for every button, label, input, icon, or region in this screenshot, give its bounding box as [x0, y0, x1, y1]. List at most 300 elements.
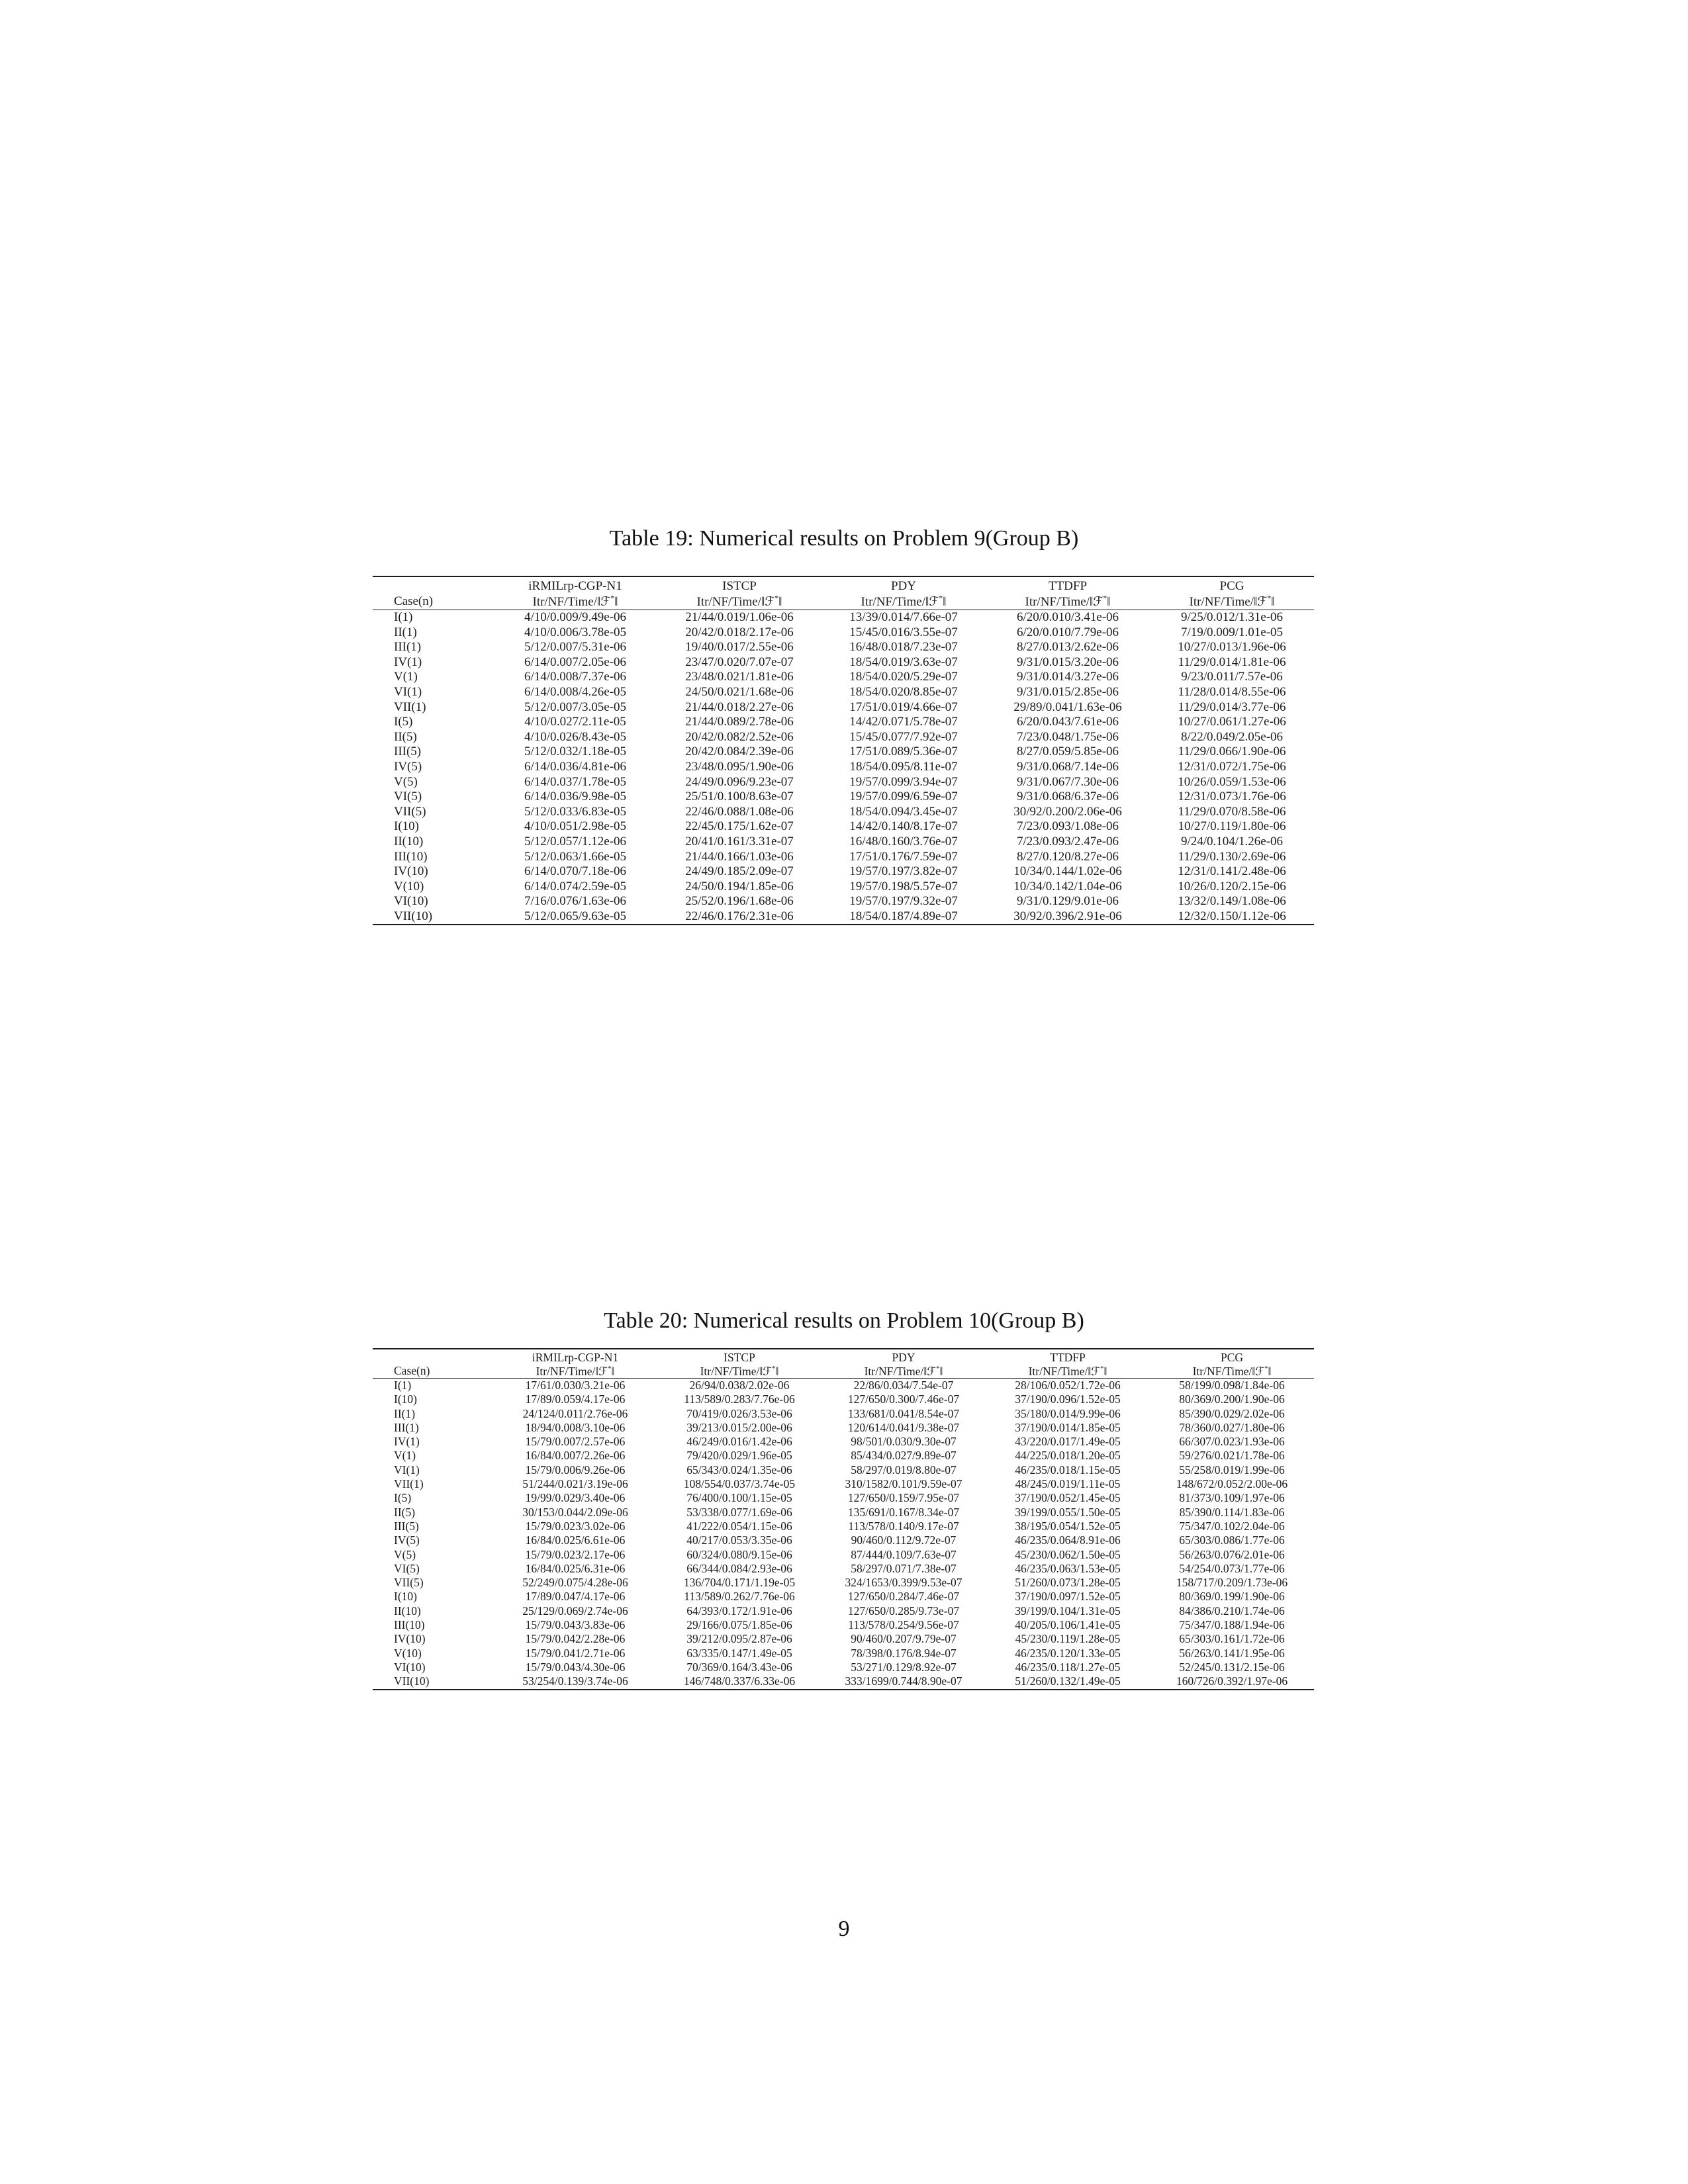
result-cell: 10/27/0.119/1.80e-06 [1178, 819, 1286, 834]
result-cell: 10/26/0.120/2.15e-06 [1178, 879, 1286, 893]
result-cell: 24/50/0.021/1.68e-06 [685, 684, 794, 699]
result-cell: 6/20/0.010/7.79e-06 [1016, 625, 1119, 639]
result-cell: 7/23/0.048/1.75e-06 [1016, 729, 1119, 744]
result-cell: 65/303/0.161/1.72e-06 [1179, 1632, 1285, 1646]
metric-suffix: ‖ [611, 1365, 615, 1378]
result-cell: 37/190/0.014/1.85e-05 [1015, 1420, 1121, 1434]
metric-prefix: Itr/NF/Time/‖ℱ [1192, 1365, 1265, 1378]
result-cell: 18/54/0.095/8.11e-07 [849, 759, 958, 774]
result-cell: 45/230/0.062/1.50e-05 [1015, 1547, 1121, 1561]
table-row [373, 864, 1314, 880]
table-row [373, 1421, 1314, 1435]
result-cell: 19/57/0.099/6.59e-07 [849, 790, 958, 804]
result-cell: 16/48/0.160/3.76e-07 [849, 834, 958, 848]
table-row [373, 1647, 1314, 1661]
case-cell: VII(1) [394, 700, 426, 714]
result-cell: 20/42/0.084/2.39e-06 [685, 745, 794, 759]
case-cell: V(10) [394, 879, 424, 893]
result-cell: 48/245/0.019/1.11e-05 [1015, 1477, 1121, 1491]
result-cell: 10/26/0.059/1.53e-06 [1178, 774, 1286, 789]
table20-container [373, 1348, 1314, 1690]
table19 [373, 576, 1314, 925]
result-cell: 46/235/0.120/1.33e-05 [1015, 1646, 1121, 1660]
case-cell: I(1) [394, 610, 413, 624]
table19-caption: Table 19: Numerical results on Problem 9(Group B) [609, 526, 1079, 551]
result-cell: 15/79/0.023/2.17e-06 [525, 1547, 626, 1561]
result-cell: 15/79/0.041/2.71e-06 [525, 1646, 626, 1660]
result-cell: 18/54/0.019/3.63e-07 [849, 655, 958, 669]
metric-star: * [936, 1365, 940, 1373]
table-row [373, 1506, 1314, 1520]
result-cell: 24/49/0.185/2.09e-07 [685, 864, 794, 879]
case-cell: V(10) [394, 1646, 422, 1660]
case-cell: II(5) [394, 729, 417, 744]
result-cell: 54/254/0.073/1.77e-06 [1179, 1561, 1285, 1575]
result-cell: 10/34/0.144/1.02e-06 [1013, 864, 1122, 879]
result-cell: 6/14/0.008/4.26e-05 [524, 684, 627, 699]
case-cell: I(10) [394, 1590, 417, 1604]
result-cell: 16/84/0.025/6.31e-06 [525, 1561, 626, 1575]
result-cell: 51/260/0.073/1.28e-05 [1015, 1576, 1121, 1590]
result-cell: 9/31/0.014/3.27e-06 [1016, 670, 1119, 684]
result-cell: 22/46/0.088/1.08e-06 [685, 804, 794, 819]
case-cell: VI(1) [394, 1463, 420, 1477]
table-row [373, 1533, 1314, 1547]
case-cell: I(1) [394, 1379, 412, 1392]
result-cell: 6/20/0.043/7.61e-06 [1016, 715, 1119, 729]
result-cell: 66/344/0.084/2.93e-06 [686, 1561, 792, 1575]
result-cell: 12/32/0.150/1.12e-06 [1178, 909, 1286, 923]
result-cell: 133/681/0.041/8.54e-07 [847, 1406, 960, 1420]
result-cell: 56/263/0.141/1.95e-06 [1179, 1646, 1285, 1660]
result-cell: 7/19/0.009/1.01e-05 [1180, 625, 1284, 639]
result-cell: 127/650/0.159/7.95e-07 [847, 1491, 960, 1505]
table19-method-header: PDY [890, 579, 916, 593]
result-cell: 87/444/0.109/7.63e-07 [851, 1547, 957, 1561]
result-cell: 5/12/0.057/1.12e-06 [524, 834, 627, 848]
case-cell: VI(5) [394, 790, 422, 804]
metric-star: * [1264, 1365, 1268, 1373]
table-row [373, 1477, 1314, 1491]
metric-prefix: Itr/NF/Time/‖ℱ [1189, 595, 1268, 609]
result-cell: 108/554/0.037/3.74e-05 [683, 1477, 796, 1491]
result-cell: 46/235/0.018/1.15e-05 [1015, 1463, 1121, 1477]
result-cell: 41/222/0.054/1.15e-06 [686, 1519, 792, 1533]
table-row [373, 610, 1314, 625]
result-cell: 40/217/0.053/3.35e-06 [686, 1533, 792, 1547]
result-cell: 9/31/0.015/3.20e-06 [1016, 655, 1119, 669]
table-row [373, 835, 1314, 850]
result-cell: 8/27/0.059/5.85e-06 [1016, 745, 1119, 759]
result-cell: 45/230/0.119/1.28e-05 [1015, 1632, 1121, 1646]
metric-suffix: ‖ [1268, 1365, 1272, 1378]
result-cell: 24/49/0.096/9.23e-07 [685, 774, 794, 789]
metric-prefix: Itr/NF/Time/‖ℱ [1025, 595, 1103, 609]
result-cell: 22/86/0.034/7.54e-07 [853, 1379, 954, 1392]
metric-star: * [772, 1365, 776, 1373]
table-row [373, 1392, 1314, 1406]
case-cell: III(1) [394, 1420, 419, 1434]
result-cell: 53/254/0.139/3.74e-06 [522, 1674, 628, 1688]
table19-method-header: TTDFP [1048, 579, 1088, 593]
table-row [373, 894, 1314, 909]
case-cell: IV(5) [394, 759, 422, 774]
table19-method-header: ISTCP [722, 579, 757, 593]
result-cell: 333/1699/0.744/8.90e-07 [845, 1674, 962, 1688]
result-cell: 6/14/0.036/9.98e-05 [524, 790, 627, 804]
result-cell: 16/48/0.018/7.23e-07 [849, 640, 958, 655]
table20-metric-header [657, 1365, 821, 1379]
result-cell: 35/180/0.014/9.99e-06 [1015, 1406, 1121, 1420]
table-row [373, 1618, 1314, 1632]
result-cell: 51/244/0.021/3.19e-06 [522, 1477, 628, 1491]
metric-suffix: ‖ [1107, 595, 1111, 609]
table20-case-header: Case(n) [394, 1364, 430, 1377]
result-cell: 19/57/0.197/3.82e-07 [849, 864, 958, 879]
result-cell: 148/672/0.052/2.00e-06 [1176, 1477, 1288, 1491]
table-row [373, 1491, 1314, 1505]
result-cell: 15/79/0.007/2.57e-06 [525, 1435, 626, 1449]
result-cell: 11/29/0.014/1.81e-06 [1178, 655, 1286, 669]
metric-star: * [774, 594, 779, 603]
result-cell: 7/23/0.093/1.08e-06 [1016, 819, 1119, 834]
result-cell: 46/235/0.064/8.91e-06 [1015, 1533, 1121, 1547]
result-cell: 8/22/0.049/2.05e-06 [1180, 729, 1284, 744]
result-cell: 19/99/0.029/3.40e-06 [525, 1491, 626, 1505]
result-cell: 39/212/0.095/2.87e-06 [686, 1632, 792, 1646]
result-cell: 15/79/0.043/4.30e-06 [525, 1660, 626, 1674]
result-cell: 30/92/0.200/2.06e-06 [1013, 804, 1122, 819]
case-cell: V(5) [394, 1547, 416, 1561]
result-cell: 25/52/0.196/1.68e-06 [685, 894, 794, 909]
table-row [373, 1632, 1314, 1646]
result-cell: 53/271/0.129/8.92e-07 [851, 1660, 957, 1674]
result-cell: 6/14/0.008/7.37e-06 [524, 670, 627, 684]
case-cell: I(10) [394, 819, 419, 834]
result-cell: 14/42/0.071/5.78e-07 [849, 715, 958, 729]
result-cell: 29/89/0.041/1.63e-06 [1013, 700, 1122, 714]
result-cell: 46/249/0.016/1.42e-06 [686, 1435, 792, 1449]
table19-metric-header [493, 594, 657, 610]
result-cell: 11/29/0.014/3.77e-06 [1178, 700, 1286, 714]
result-cell: 64/393/0.172/1.91e-06 [686, 1604, 792, 1617]
result-cell: 6/14/0.007/2.05e-06 [524, 655, 627, 669]
result-cell: 20/42/0.018/2.17e-06 [685, 625, 794, 639]
result-cell: 19/57/0.099/3.94e-07 [849, 774, 958, 789]
table-row [373, 819, 1314, 835]
metric-suffix: ‖ [775, 1365, 779, 1378]
table19-metric-header [821, 594, 986, 610]
result-cell: 46/235/0.063/1.53e-05 [1015, 1561, 1121, 1575]
table-row [373, 760, 1314, 775]
result-cell: 5/12/0.033/6.83e-05 [524, 804, 627, 819]
result-cell: 55/258/0.019/1.99e-06 [1179, 1463, 1285, 1477]
result-cell: 127/650/0.284/7.46e-07 [847, 1590, 960, 1604]
case-cell: VI(1) [394, 684, 422, 699]
result-cell: 60/324/0.080/9.15e-06 [686, 1547, 792, 1561]
table20-caption: Table 20: Numerical results on Problem 10(Group B) [604, 1308, 1084, 1333]
result-cell: 9/31/0.067/7.30e-06 [1016, 774, 1119, 789]
result-cell: 75/347/0.188/1.94e-06 [1179, 1618, 1285, 1632]
result-cell: 12/31/0.072/1.75e-06 [1178, 759, 1286, 774]
table19-metric-header [1150, 594, 1314, 610]
case-cell: III(5) [394, 1519, 419, 1533]
result-cell: 19/57/0.198/5.57e-07 [849, 879, 958, 893]
result-cell: 58/199/0.098/1.84e-06 [1179, 1379, 1285, 1392]
result-cell: 17/89/0.047/4.17e-06 [525, 1590, 626, 1604]
metric-prefix: Itr/NF/Time/‖ℱ [861, 595, 939, 609]
result-cell: 113/578/0.254/9.56e-07 [848, 1618, 959, 1632]
metric-prefix: Itr/NF/Time/‖ℱ [696, 595, 775, 609]
case-cell: I(10) [394, 1392, 417, 1406]
result-cell: 29/166/0.075/1.85e-06 [686, 1618, 792, 1632]
result-cell: 70/369/0.164/3.43e-06 [686, 1660, 792, 1674]
result-cell: 37/190/0.052/1.45e-05 [1015, 1491, 1121, 1505]
case-cell: V(5) [394, 774, 418, 789]
result-cell: 53/338/0.077/1.69e-06 [686, 1505, 792, 1519]
table-row [373, 745, 1314, 760]
case-cell: II(10) [394, 1604, 421, 1617]
table-row [373, 655, 1314, 670]
metric-suffix: ‖ [943, 595, 947, 609]
result-cell: 17/89/0.059/4.17e-06 [525, 1392, 626, 1406]
table-row [373, 625, 1314, 641]
table20-metric-header [1150, 1365, 1314, 1379]
result-cell: 22/46/0.176/2.31e-06 [685, 909, 794, 923]
result-cell: 19/57/0.197/9.32e-07 [849, 894, 958, 909]
case-cell: IV(10) [394, 1632, 426, 1646]
table-row [373, 1407, 1314, 1421]
result-cell: 13/32/0.149/1.08e-06 [1178, 894, 1286, 909]
result-cell: 39/199/0.104/1.31e-05 [1015, 1604, 1121, 1617]
result-cell: 21/44/0.019/1.06e-06 [685, 610, 794, 624]
result-cell: 66/307/0.023/1.93e-06 [1179, 1435, 1285, 1449]
result-cell: 16/84/0.025/6.61e-06 [525, 1533, 626, 1547]
result-cell: 59/276/0.021/1.78e-06 [1179, 1449, 1285, 1463]
result-cell: 76/400/0.100/1.15e-05 [686, 1491, 792, 1505]
result-cell: 78/398/0.176/8.94e-07 [851, 1646, 957, 1660]
table-row [373, 1562, 1314, 1576]
result-cell: 11/29/0.130/2.69e-06 [1178, 849, 1286, 864]
case-cell: III(5) [394, 745, 422, 759]
result-cell: 136/704/0.171/1.19e-05 [683, 1576, 796, 1590]
table20 [373, 1348, 1314, 1690]
metric-star: * [1100, 1365, 1104, 1373]
result-cell: 26/94/0.038/2.02e-06 [689, 1379, 790, 1392]
result-cell: 51/260/0.132/1.49e-05 [1015, 1674, 1121, 1688]
result-cell: 113/578/0.140/9.17e-07 [848, 1519, 959, 1533]
result-cell: 15/45/0.016/3.55e-07 [849, 625, 958, 639]
result-cell: 4/10/0.027/2.11e-05 [524, 715, 626, 729]
result-cell: 11/29/0.066/1.90e-06 [1178, 745, 1286, 759]
page-number: 9 [838, 1917, 850, 1941]
result-cell: 15/79/0.043/3.83e-06 [525, 1618, 626, 1632]
result-cell: 85/390/0.029/2.02e-06 [1179, 1406, 1285, 1420]
result-cell: 39/213/0.015/2.00e-06 [686, 1420, 792, 1434]
result-cell: 9/23/0.011/7.57e-06 [1181, 670, 1283, 684]
result-cell: 15/79/0.006/9.26e-06 [525, 1463, 626, 1477]
result-cell: 23/48/0.095/1.90e-06 [685, 759, 794, 774]
table20-method-header: iRMILrp-CGP-N1 [532, 1351, 619, 1364]
result-cell: 127/650/0.285/9.73e-07 [847, 1604, 960, 1617]
result-cell: 8/27/0.013/2.62e-06 [1016, 640, 1119, 655]
result-cell: 80/369/0.199/1.90e-06 [1179, 1590, 1285, 1604]
result-cell: 18/54/0.020/5.29e-07 [849, 670, 958, 684]
result-cell: 15/45/0.077/7.92e-07 [849, 729, 958, 744]
result-cell: 85/434/0.027/9.89e-07 [851, 1449, 957, 1463]
result-cell: 24/124/0.011/2.76e-06 [522, 1406, 628, 1420]
result-cell: 12/31/0.073/1.76e-06 [1178, 790, 1286, 804]
result-cell: 4/10/0.006/3.78e-05 [524, 625, 627, 639]
table20-method-header: PCG [1220, 1351, 1244, 1364]
case-cell: V(1) [394, 670, 418, 684]
table-row [373, 1674, 1314, 1689]
result-cell: 18/94/0.008/3.10e-06 [525, 1420, 626, 1434]
table-row [373, 1463, 1314, 1477]
result-cell: 11/29/0.070/8.58e-06 [1178, 804, 1286, 819]
table19-metric-header [986, 594, 1150, 610]
result-cell: 63/335/0.147/1.49e-05 [686, 1646, 792, 1660]
case-cell: II(1) [394, 625, 417, 639]
case-cell: I(5) [394, 715, 413, 729]
result-cell: 12/31/0.141/2.48e-06 [1178, 864, 1286, 879]
table20-metric-header [493, 1365, 657, 1379]
result-cell: 18/54/0.187/4.89e-07 [849, 909, 958, 923]
table-row [373, 1576, 1314, 1590]
result-cell: 158/717/0.209/1.73e-06 [1176, 1576, 1288, 1590]
result-cell: 43/220/0.017/1.49e-05 [1015, 1435, 1121, 1449]
result-cell: 113/589/0.262/7.76e-06 [684, 1590, 795, 1604]
result-cell: 9/31/0.068/7.14e-06 [1016, 759, 1119, 774]
case-cell: IV(5) [394, 1533, 420, 1547]
result-cell: 9/31/0.068/6.37e-06 [1016, 790, 1119, 804]
result-cell: 146/748/0.337/6.33e-06 [683, 1674, 796, 1688]
case-cell: IV(1) [394, 1435, 420, 1449]
result-cell: 21/44/0.089/2.78e-06 [685, 715, 794, 729]
result-cell: 37/190/0.096/1.52e-05 [1015, 1392, 1121, 1406]
table19-metric-header [657, 594, 821, 610]
table-row [373, 1449, 1314, 1463]
result-cell: 6/20/0.010/3.41e-06 [1016, 610, 1119, 624]
result-cell: 160/726/0.392/1.97e-06 [1176, 1674, 1288, 1688]
result-cell: 90/460/0.112/9.72e-07 [851, 1533, 957, 1547]
table20-metric-header [821, 1365, 986, 1379]
result-cell: 6/14/0.036/4.81e-06 [524, 759, 627, 774]
result-cell: 85/390/0.114/1.83e-06 [1179, 1505, 1285, 1519]
table-row [373, 700, 1314, 715]
result-cell: 23/48/0.021/1.81e-06 [685, 670, 794, 684]
metric-star: * [610, 594, 615, 603]
case-cell: II(5) [394, 1505, 416, 1519]
result-cell: 98/501/0.030/9.30e-07 [851, 1435, 957, 1449]
table-row [373, 909, 1314, 925]
table-row [373, 1520, 1314, 1533]
table19-container [373, 576, 1314, 925]
result-cell: 28/106/0.052/1.72e-06 [1015, 1379, 1121, 1392]
result-cell: 17/51/0.019/4.66e-07 [849, 700, 958, 714]
result-cell: 113/589/0.283/7.76e-06 [684, 1392, 795, 1406]
result-cell: 15/79/0.023/3.02e-06 [525, 1519, 626, 1533]
result-cell: 80/369/0.200/1.90e-06 [1179, 1392, 1285, 1406]
result-cell: 20/41/0.161/3.31e-07 [685, 834, 794, 848]
result-cell: 25/51/0.100/8.63e-07 [685, 790, 794, 804]
result-cell: 5/12/0.007/3.05e-05 [524, 700, 627, 714]
table-row [373, 640, 1314, 655]
case-cell: VII(10) [394, 909, 433, 923]
result-cell: 81/373/0.109/1.97e-06 [1179, 1491, 1285, 1505]
table20-method-header: TTDFP [1050, 1351, 1086, 1364]
result-cell: 21/44/0.018/2.27e-06 [685, 700, 794, 714]
case-cell: II(1) [394, 1406, 416, 1420]
metric-suffix: ‖ [1103, 1365, 1107, 1378]
case-cell: VII(5) [394, 1576, 424, 1590]
table-row [373, 670, 1314, 685]
table20-method-header: ISTCP [724, 1351, 755, 1364]
table-row [373, 850, 1314, 865]
result-cell: 16/84/0.007/2.26e-06 [525, 1449, 626, 1463]
result-cell: 52/245/0.131/2.15e-06 [1179, 1660, 1285, 1674]
result-cell: 17/61/0.030/3.21e-06 [525, 1379, 626, 1392]
result-cell: 310/1582/0.101/9.59e-07 [845, 1477, 962, 1491]
result-cell: 30/92/0.396/2.91e-06 [1013, 909, 1122, 923]
result-cell: 79/420/0.029/1.96e-05 [686, 1449, 792, 1463]
result-cell: 70/419/0.026/3.53e-06 [686, 1406, 792, 1420]
result-cell: 56/263/0.076/2.01e-06 [1179, 1547, 1285, 1561]
case-cell: V(1) [394, 1449, 416, 1463]
case-cell: I(5) [394, 1491, 412, 1505]
table-row [373, 1604, 1314, 1618]
case-cell: VI(10) [394, 1660, 426, 1674]
result-cell: 25/129/0.069/2.74e-06 [522, 1604, 628, 1617]
result-cell: 18/54/0.020/8.85e-07 [849, 684, 958, 699]
result-cell: 15/79/0.042/2.28e-06 [525, 1632, 626, 1646]
result-cell: 7/23/0.093/2.47e-06 [1016, 834, 1119, 848]
table-row [373, 1548, 1314, 1562]
table-row [373, 1590, 1314, 1604]
metric-star: * [1267, 594, 1272, 603]
metric-star: * [608, 1365, 612, 1373]
result-cell: 8/27/0.120/8.27e-06 [1016, 849, 1119, 864]
result-cell: 38/195/0.054/1.52e-05 [1015, 1519, 1121, 1533]
result-cell: 19/40/0.017/2.55e-06 [685, 640, 794, 655]
metric-prefix: Itr/NF/Time/‖ℱ [532, 595, 611, 609]
case-cell: VII(5) [394, 804, 426, 819]
result-cell: 9/24/0.104/1.26e-06 [1180, 834, 1284, 848]
case-cell: III(1) [394, 640, 422, 655]
case-cell: VI(5) [394, 1561, 420, 1575]
result-cell: 13/39/0.014/7.66e-07 [849, 610, 958, 624]
result-cell: 90/460/0.207/9.79e-07 [851, 1632, 957, 1646]
result-cell: 58/297/0.019/8.80e-07 [851, 1463, 957, 1477]
result-cell: 78/360/0.027/1.80e-06 [1179, 1420, 1285, 1434]
result-cell: 127/650/0.300/7.46e-07 [847, 1392, 960, 1406]
result-cell: 6/14/0.070/7.18e-06 [524, 864, 627, 879]
table-row [373, 730, 1314, 745]
table-row [373, 1435, 1314, 1449]
case-cell: IV(1) [394, 655, 422, 669]
result-cell: 40/205/0.106/1.41e-05 [1015, 1618, 1121, 1632]
table20-method-header: PDY [892, 1351, 915, 1364]
metric-suffix: ‖ [939, 1365, 943, 1378]
result-cell: 65/343/0.024/1.35e-06 [686, 1463, 792, 1477]
metric-prefix: Itr/NF/Time/‖ℱ [536, 1365, 608, 1378]
result-cell: 20/42/0.082/2.52e-06 [685, 729, 794, 744]
result-cell: 22/45/0.175/1.62e-07 [685, 819, 794, 834]
table-row [373, 790, 1314, 805]
metric-suffix: ‖ [1271, 595, 1275, 609]
result-cell: 14/42/0.140/8.17e-07 [849, 819, 958, 834]
metric-prefix: Itr/NF/Time/‖ℱ [864, 1365, 937, 1378]
